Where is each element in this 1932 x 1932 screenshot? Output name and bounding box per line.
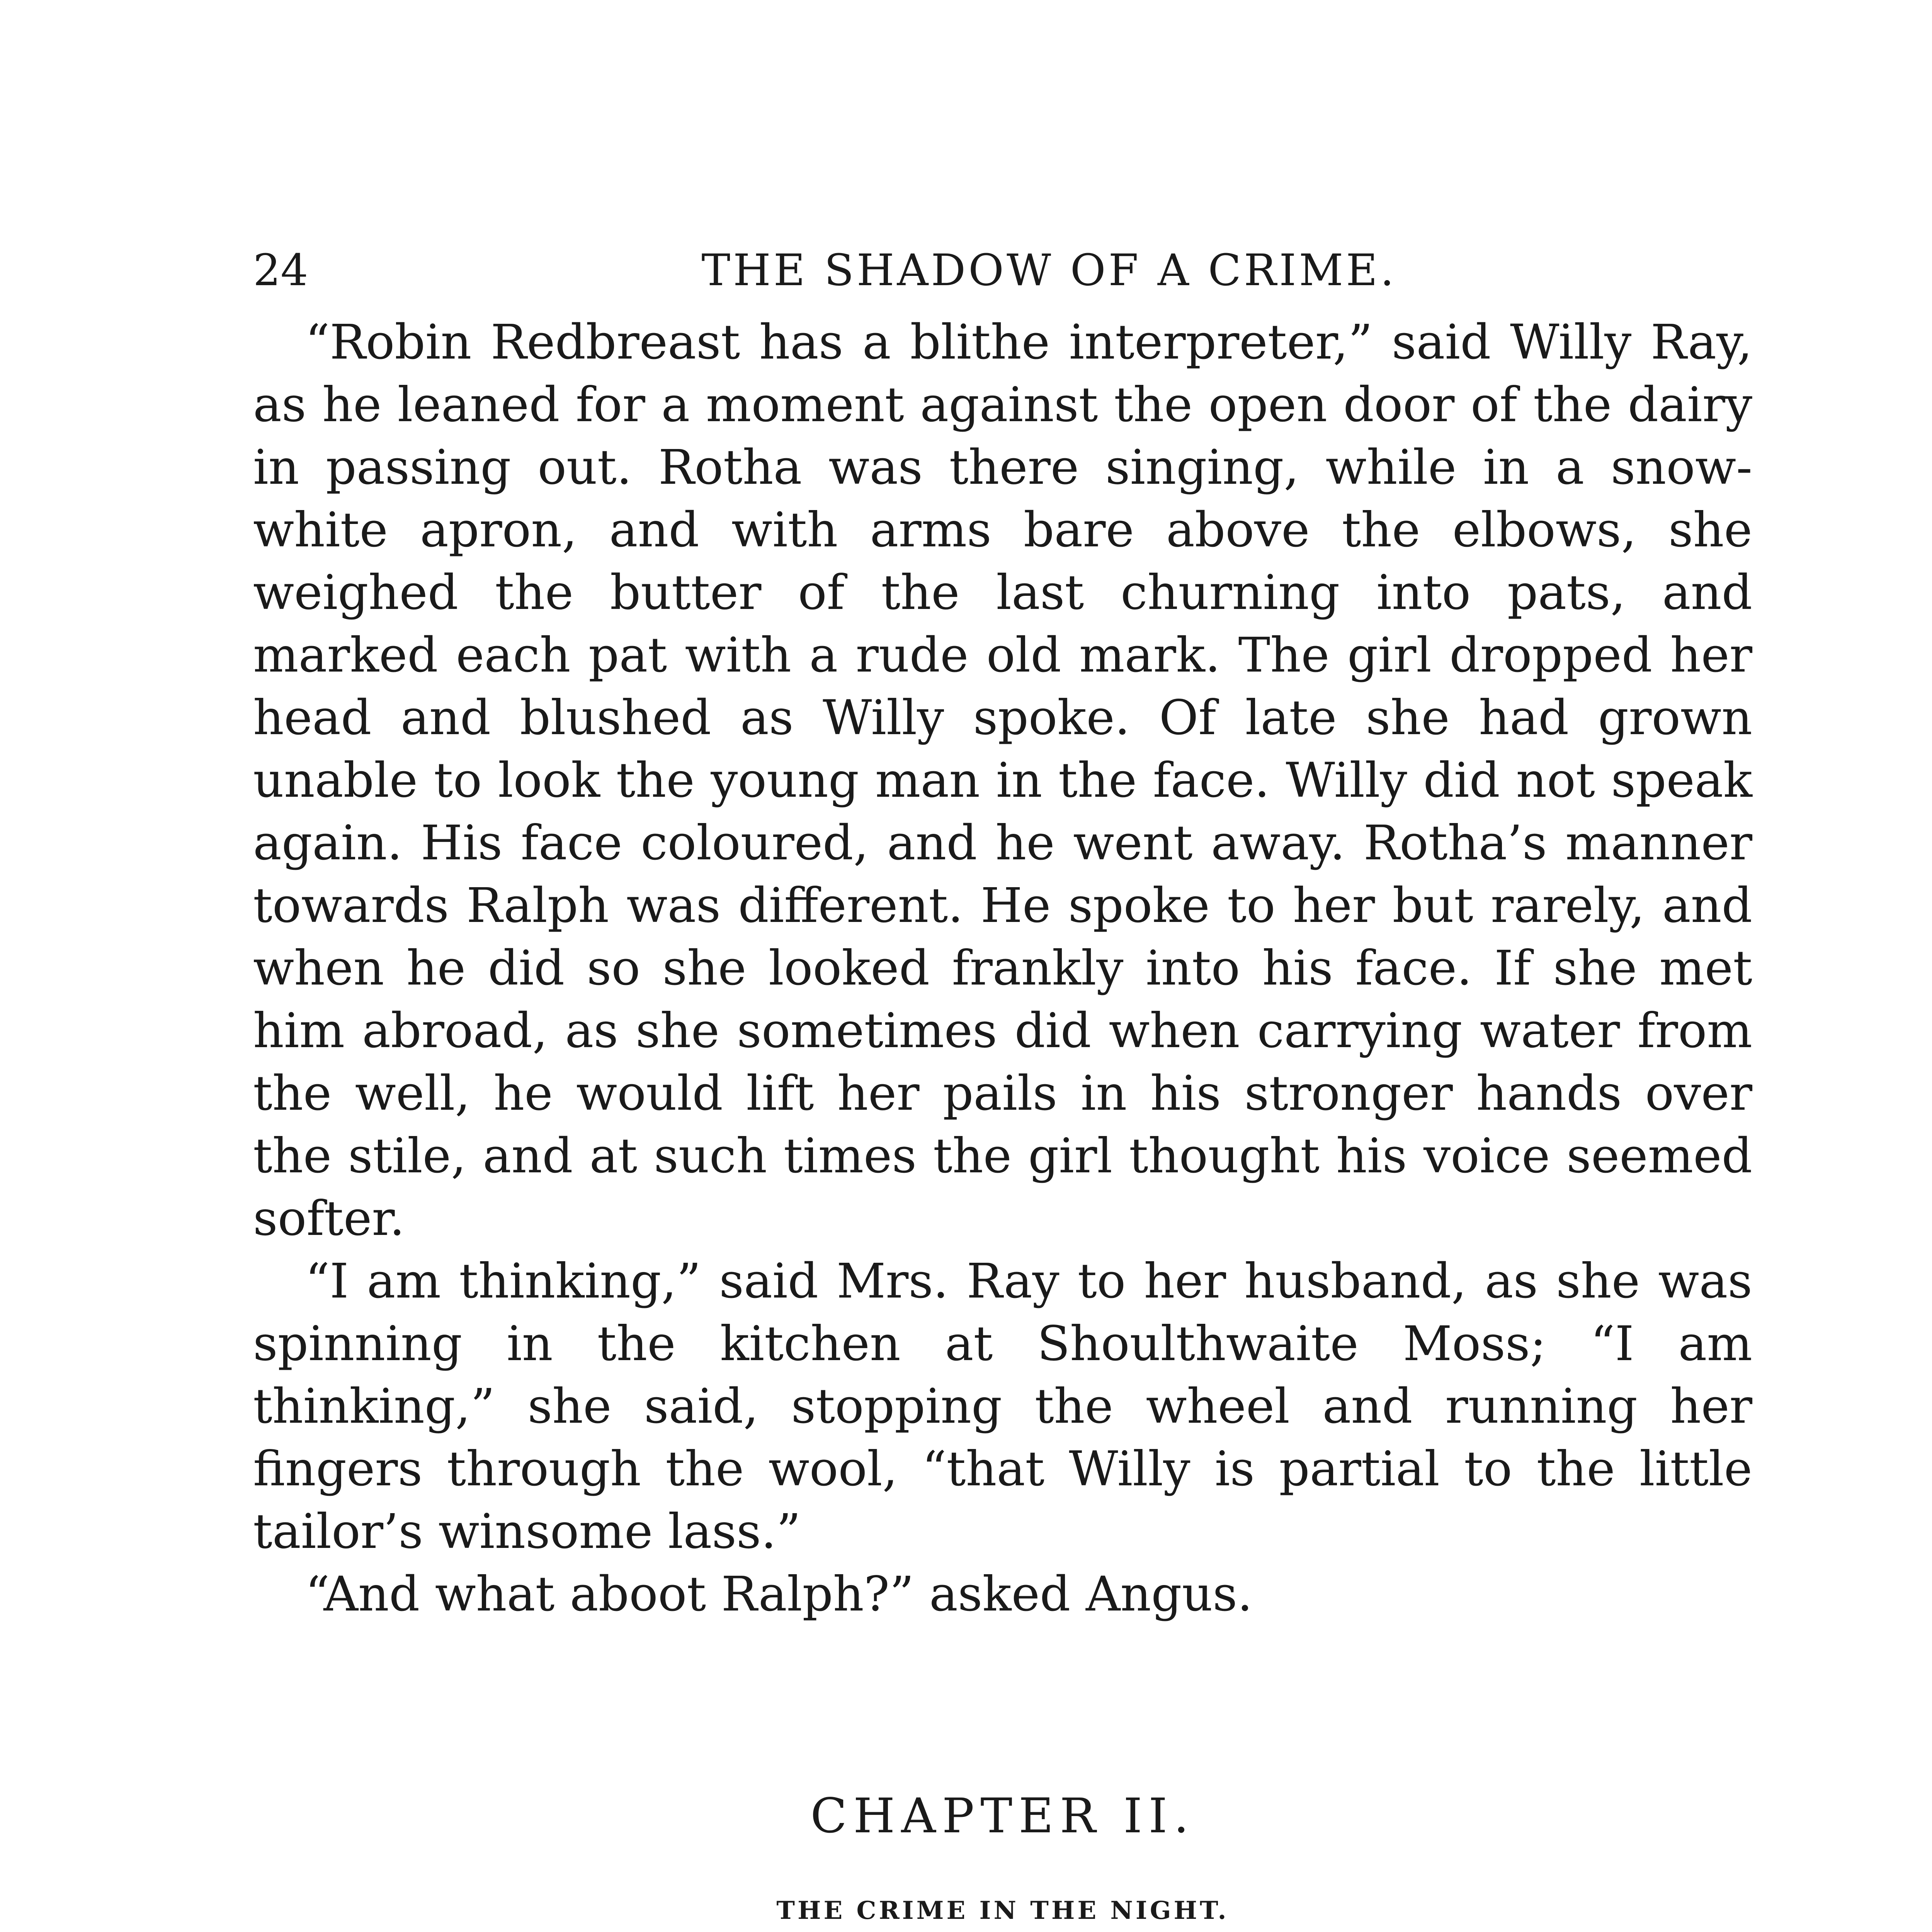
running-title: THE SHADOW OF A CRIME.: [701, 245, 1397, 296]
paragraph: “Robin Redbreast has a blithe interpreter,” said Willy Ray, as he leaned for a moment against the open door of the dairy in passing out. Rotha was there singing, while in a snow-white apron, and with arms bare above the elbows, she weighed the butter of the last churning into pats, and marked each pat with a rude old mark. The girl dropped her head and blushed as Willy spoke. Of late she had grown unable to look the young man in the face. Willy did not speak again. His face coloured, and he went away. Rotha’s manner towards Ralph was different. He spoke to her but rarely, and when he did so she looked frankly into his face. If she met him abroad, as she sometimes did when carrying water from the well, he would lift her pails in his stronger hands over the stile, and at such times the girl thought his voice seemed softer.: [253, 315, 1752, 1247]
chapter-title: CHAPTER II.: [810, 1788, 1195, 1844]
chapter-one-ending: [253, 311, 1752, 1626]
page-number: 24: [253, 245, 308, 296]
paragraph: “And what aboot Ralph?” asked Angus.: [305, 1566, 1253, 1622]
paragraph: “I am thinking,” said Mrs. Ray to her husband, as she was spinning in the kitchen at Shoulthwaite Moss; “I am thinking,” she said, stopping the wheel and running her fingers through the wool, “that Willy is partial to the little tailor’s winsome lass.”: [253, 1253, 1752, 1560]
running-header: [253, 242, 1760, 307]
chapter-subtitle: THE CRIME IN THE NIGHT.: [776, 1896, 1229, 1925]
